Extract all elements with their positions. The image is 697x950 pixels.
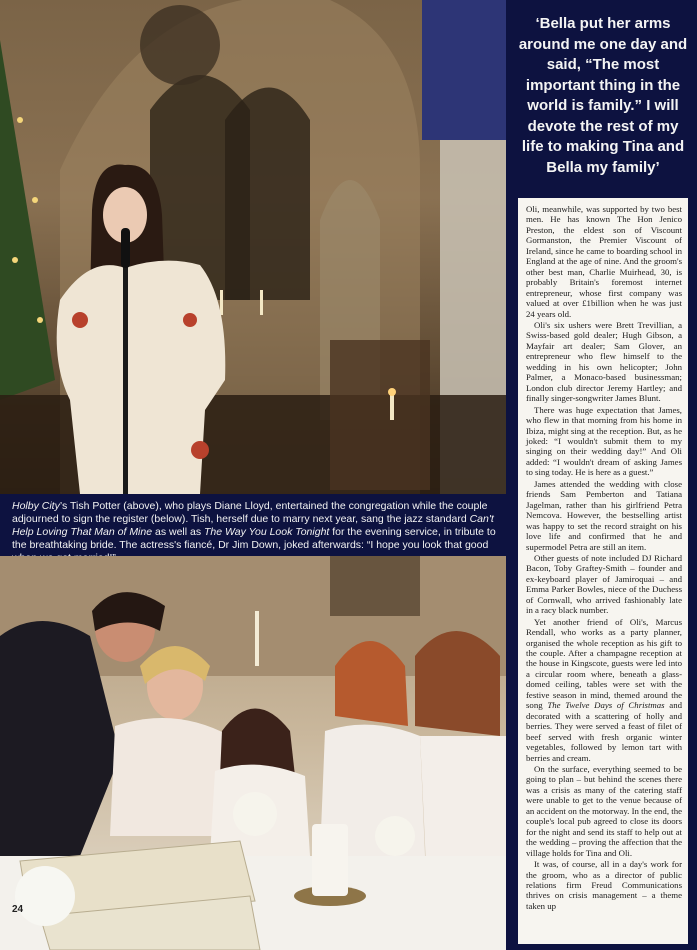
photo-caption [12, 500, 498, 552]
page-number: 24 [12, 904, 24, 915]
article-paragraph: There was huge expectation that James, who flew in that morning from his home in Ibiza, might sing at the reception. But, as he joked: “I wouldn't submit them to my singing on their wedding day!” And Oli added: “I wouldn't dream of asking James to sing today. He is here as a guest.” [526, 404, 682, 478]
caption-text-1: ’s Tish Potter (above), who plays Diane Lloyd, entertained the congregation while the couple adjourned to sign the register (below). Tish, herself due to marry next year, sang the jazz standard [12, 500, 488, 525]
caption-text-3: for the evening service, in tribute to the breathtaking bride. The actress's fiancé, Dr Jim Down, joked afterwards: “I hope you look that good [12, 526, 496, 551]
church-scene-illustration [0, 0, 506, 494]
photo-singer-in-church [0, 0, 506, 494]
caption-show-name: Holby City [12, 500, 60, 512]
caption-song-1: Can't Help Loving That Man of Mine [12, 513, 494, 538]
article-text: and decorated with a scattering of holly and berries. They were served a feast of filet of beef served with fresh organic winter vegetables, followed by lemon tart with berries and cream. [526, 700, 682, 763]
pull-quote: ‘Bella put her arms around me one day and said, “The most important thing in the world is family.” I will devote the rest of my life to making Tina and Bella my family’ [518, 15, 688, 176]
photo-signing-register [0, 556, 506, 950]
article-paragraph: Oli, meanwhile, was supported by two best men. He has known The Hon Jenico Preston, the eldest son of Viscount Gormanston, the Premier Viscount of Ireland, since he came to boarding school in England at the age of nine. And the groom's other best man, Charlie Muirhead, 30, is probably Britain's foremost internet entrepreneur, whose first company was valued at over £1billion when he was just 24 years old. [526, 204, 682, 319]
article-paragraph: James attended the wedding with close friends Sam Pemberton and Tatiana Jagelman, rather than his girlfriend Petra Nemcova. However, the bestselling artist was happy to set the record straight on his love life and confirmed that he and supermodel Petra are still an item. [526, 478, 682, 552]
article-paragraph: On the surface, everything seemed to be going to plan – but behind the scenes there was a crisis as many of the catering staff were unable to get to the venue because of an accident on the motorway. In the end, the couple's local pub agreed to close its doors for the night and send its staff to help out at the wedding – proving the affection that the village holds for Tina and Oli. [526, 764, 682, 858]
caption-song-2: The Way You Look Tonight [204, 526, 330, 538]
caption-text-2: as well as [152, 526, 205, 538]
signing-scene-illustration [0, 556, 506, 950]
article-text: Yet another friend of Oli's, Marcus Rendall, who works as a party planner, organised the whole reception as his gift to the couple. After a champagne reception at the house in Kingscote, guests were led into a circular room where, beneath a glass-domed ceiling, tables were set with the festive season in mind, themed around the song [526, 616, 682, 711]
article-song-title: The Twelve Days of Christmas [547, 700, 665, 711]
article-paragraph: Oli's six ushers were Brett Trevillian, a Swiss-based gold dealer; Hugh Gibson, a Mayfair art dealer; Sam Glover, an entrepreneur who flew himself to the wedding in his own helicopter; John Palmer, a Monaco-based businessman; London club director Jeremy Hartley; and finally singer-songwriter James Blunt. [526, 319, 682, 404]
article-paragraph: It was, of course, all in a day's work for the groom, who as a director of public relations firm Freud Communications thrives on crisis management – a theme taken up [526, 859, 682, 911]
article-paragraph: Other guests of note included DJ Richard Bacon, Toby Graftey-Smith – founder and ex-keyboard player of Jamiroquai – and Emma Parker Bowles, niece of the Duchess of Cornwall, who arrived fashionably late in a racy black number. [526, 552, 682, 616]
article-paragraph [526, 617, 682, 763]
article-body [518, 198, 688, 944]
